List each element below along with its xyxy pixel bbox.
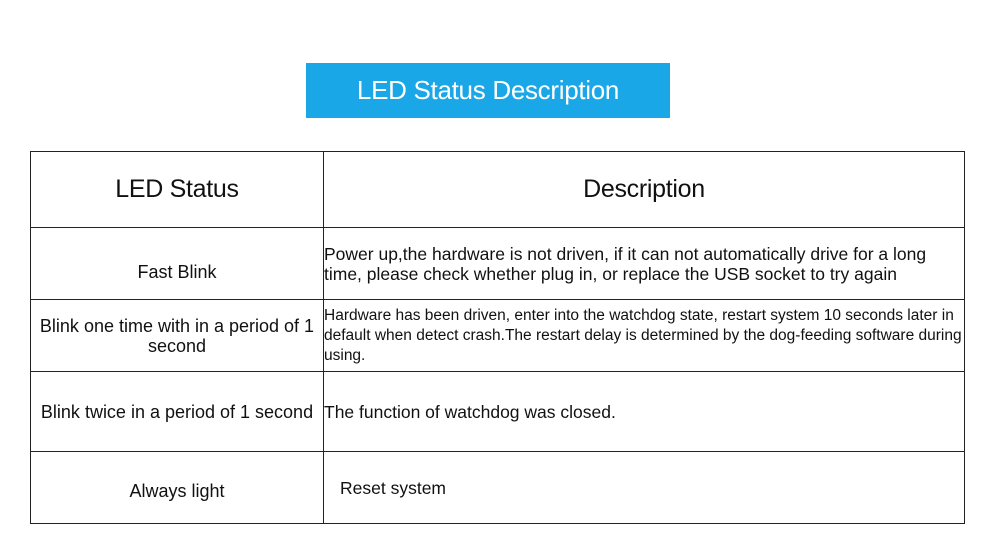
- description-cell: Hardware has been driven, enter into the watchdog state, restart system 10 seconds later in default when detect crash.The restart delay is determined by the dog-feeding software during using.: [324, 300, 965, 372]
- header-description: Description: [324, 152, 965, 228]
- status-cell: Blink twice in a period of 1 second: [31, 372, 324, 452]
- table-row: [31, 300, 965, 372]
- led-status-table: [30, 151, 965, 524]
- status-cell: Blink one time with in a period of 1 second: [31, 300, 324, 372]
- description-cell: Power up,the hardware is not driven, if it can not automatically drive for a long time, please check whether plug in, or replace the USB socket to try again: [324, 228, 965, 300]
- status-cell: Fast Blink: [31, 228, 324, 300]
- table-row: [31, 228, 965, 300]
- table-row: [31, 452, 965, 524]
- table-row: [31, 372, 965, 452]
- page-title: LED Status Description: [306, 63, 670, 118]
- status-cell: Always light: [31, 452, 324, 524]
- header-led-status: LED Status: [31, 152, 324, 228]
- description-cell: Reset system: [324, 452, 965, 524]
- table-header-row: [31, 152, 965, 228]
- description-cell: The function of watchdog was closed.: [324, 372, 965, 452]
